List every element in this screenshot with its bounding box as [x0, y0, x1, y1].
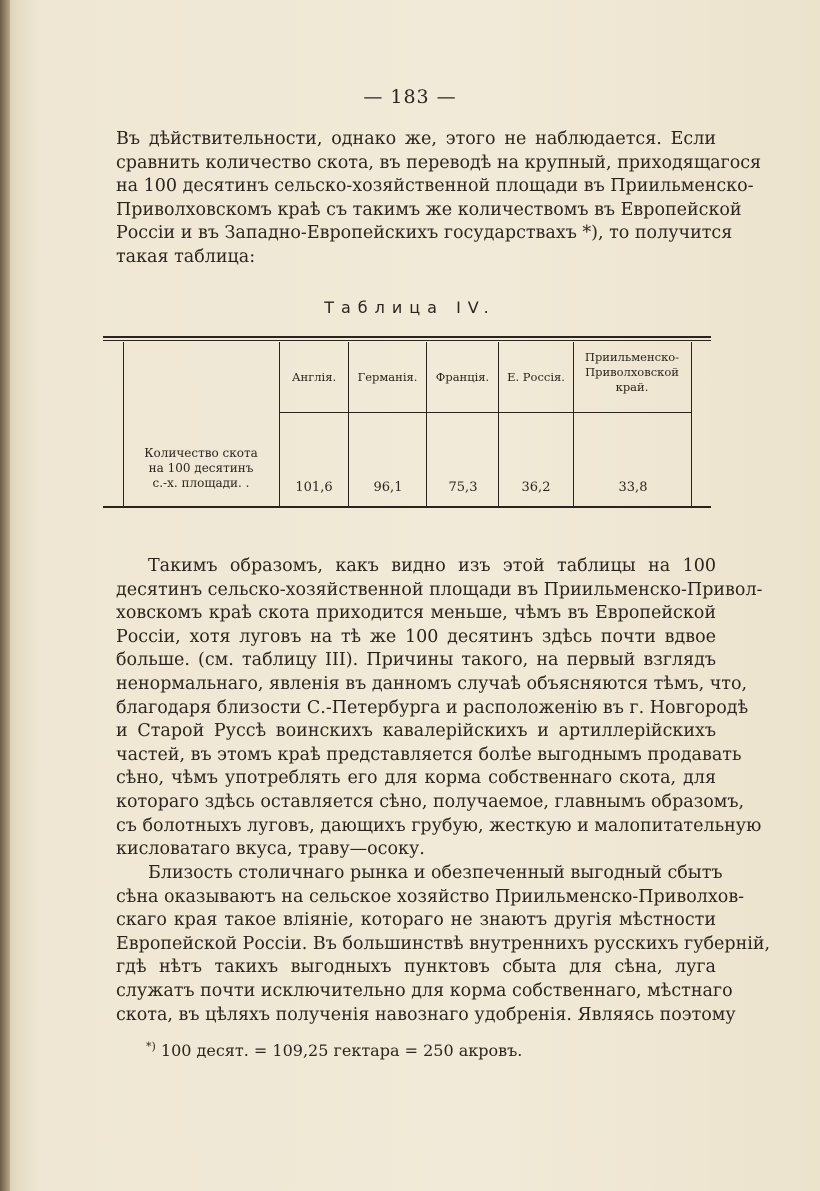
text-line: Россіи, хотя луговъ на тѣ же 100 десятинъ здѣсь почти вдвое [116, 626, 716, 647]
binding-edge [0, 0, 10, 1191]
table-rule [103, 336, 711, 338]
table-title: Таблица IV. [324, 298, 496, 317]
footnote [146, 1040, 522, 1060]
column-header: Е. Россія. [507, 370, 565, 384]
row-label-line: Количество скота [144, 446, 258, 460]
footnote-text: 100 десят. = 109,25 гектара = 250 акровъ. [160, 1041, 523, 1060]
text-line: и Старой Руссѣ воинскихъ кавалерійскихъ и артиллерійскихъ [116, 721, 716, 742]
text-line: Приволховскомъ краѣ съ такимъ же количествомъ въ Европейской [116, 199, 742, 220]
text-line: служатъ почти исключительно для корма собственнаго, мѣстнаго [116, 980, 733, 1001]
text-line: на 100 десятинъ сельско-хозяйственной площади въ Приильменско- [116, 176, 754, 197]
header-rule [279, 412, 691, 413]
row-label [123, 446, 279, 491]
text-line: кисловатаго вкуса, траву—осоку. [116, 839, 425, 860]
page-number: — 183 — [363, 86, 457, 108]
column-header: Франція. [435, 370, 490, 384]
text-line: десятинъ сельско-хозяйственной площади въ Приильменско-Привол- [116, 579, 763, 600]
table-value: 33,8 [618, 480, 648, 495]
text-line: съ болотныхъ луговъ, дающихъ грубую, жесткую и малопитательную [116, 815, 762, 836]
column-divider [691, 342, 692, 506]
column-divider [498, 342, 499, 506]
column-divider [426, 342, 427, 506]
text-line: благодаря близости С.-Петербурга и расположенію въ г. Новгородѣ [116, 697, 749, 718]
text-line: Россіи и въ Западно-Европейскихъ государствахъ *), то получится [116, 223, 733, 244]
text-line: ненормальнаго, явленія въ данномъ случаѣ объясняются тѣмъ, что, [116, 673, 748, 694]
text-line: ховскомъ краѣ скота приходится меньше, чѣмъ въ Европейской [116, 603, 716, 624]
paragraph-1 [116, 128, 762, 270]
paragraph-3 [116, 862, 771, 1027]
text-line: частей, въ этомъ краѣ представляется болѣе выгоднымъ продавать [116, 744, 742, 765]
table-rule [103, 506, 711, 508]
text-line: Европейской Россіи. Въ большинствѣ внутреннихъ русскихъ губерній, [116, 933, 771, 954]
text-line: котораго здѣсь оставляется сѣно, получаемое, главнымъ образомъ, [116, 791, 745, 812]
text-line: гдѣ нѣтъ такихъ выгодныхъ пунктовъ сбыта для сѣна, луга [116, 957, 716, 978]
table-value: 36,2 [521, 480, 551, 495]
text-line: Близость столичнаго рынка и обезпеченный выгодный сбытъ [148, 863, 723, 883]
text-line: больше. (см. таблицу III). Причины такого, на первый взглядъ [116, 650, 716, 671]
text-line: скота, въ цѣляхъ полученія навознаго удобренія. Являясь поэтому [116, 1004, 736, 1025]
row-label-line: с.-х. площади. . [152, 476, 250, 490]
text-line: сѣно, чѣмъ употреблять его для корма собственнаго скота, для [116, 768, 716, 789]
column-divider [573, 342, 574, 506]
text-line: сѣна оказываютъ на сельское хозяйство Приильменско-Приволхов- [116, 886, 745, 907]
table-value: 101,6 [295, 480, 333, 495]
table-rule [103, 340, 711, 341]
column-header: Приильменско-Приволховской край. [584, 350, 680, 394]
table-value: 75,3 [448, 480, 478, 495]
text-line: скаго края такое вліяніе, котораго не знаютъ другія мѣстности [116, 910, 716, 931]
column-header: Германія. [357, 370, 418, 384]
text-line: Въ дѣйствительности, однако же, этого не наблюдается. Если [116, 129, 716, 149]
table-value: 96,1 [373, 480, 403, 495]
row-label-line: на 100 десятинъ [148, 461, 254, 475]
text-line: Такимъ образомъ, какъ видно изъ этой таблицы на 100 [148, 556, 716, 576]
data-table [103, 336, 711, 506]
footnote-mark: *) [146, 1040, 156, 1053]
text-line: такая таблица: [116, 246, 256, 267]
text-line: сравнить количество скота, въ переводѣ на крупный, приходящагося [116, 152, 762, 173]
column-header: Англія. [291, 370, 337, 384]
paragraph-2 [116, 555, 763, 862]
